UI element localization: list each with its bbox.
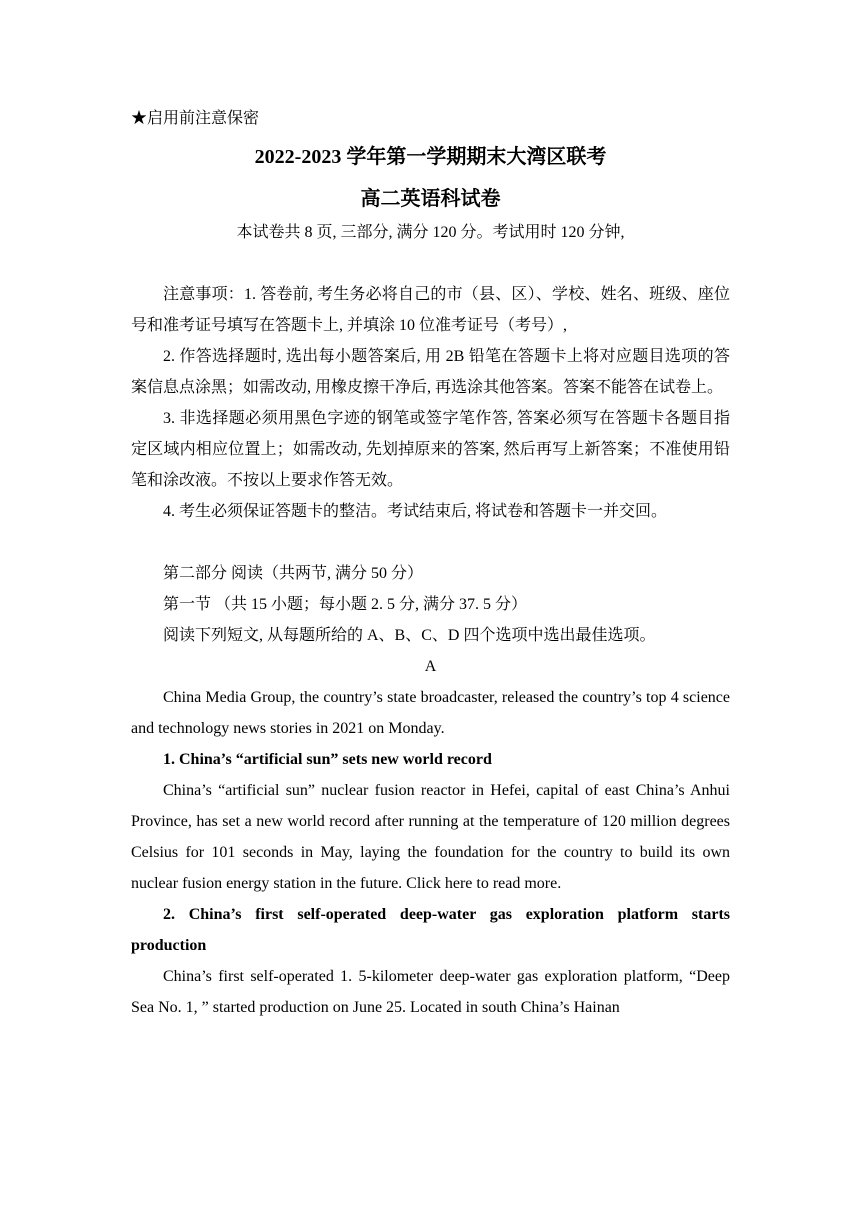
confidential-note: ★启用前注意保密 <box>131 110 260 127</box>
exam-title: 2022-2023 学年第一学期期末大湾区联考 <box>254 146 607 168</box>
spacer <box>131 248 730 279</box>
exam-info: 本试卷共 8 页, 三部分, 满分 120 分。考试用时 120 分钟, <box>236 224 625 241</box>
news-heading-2: 2. China’s first self-operated deep-water gas exploration platform starts production <box>131 906 730 954</box>
exam-subtitle: 高二英语科试卷 <box>360 188 501 210</box>
page-content <box>131 103 730 1023</box>
spacer <box>131 527 730 558</box>
instruction-item-3: 3. 非选择题必须用黑色字迹的钢笔或签字笔作答, 答案必须写在答题卡各题目指定区域内相应位置上；如需改动, 先划掉原来的答案, 然后再写上新答案；不准使用铅笔和涂改液。不按以上要求作答无效。 <box>131 410 730 489</box>
news-paragraph-1: China’s “artificial sun” nuclear fusion reactor in Hefei, capital of east China’s Anhui Province, has set a new world record after running at the temperature of 120 million degrees Celsius for 101 seconds in May, laying the foundation for the country to build its own nuclear fusion energy station in the future. Click here to read more. <box>131 782 730 892</box>
section-directions: 阅读下列短文, 从每题所给的 A、B、C、D 四个选项中选出最佳选项。 <box>163 627 656 644</box>
section-sub-title: 第一节 （共 15 小题；每小题 2. 5 分, 满分 37. 5 分） <box>163 596 528 613</box>
passage-label: A <box>424 658 437 675</box>
passage-intro: China Media Group, the country’s state broadcaster, released the country’s top 4 science and technology news stories in 2021 on Monday. <box>131 689 730 737</box>
instruction-item-1: 注意事项：1. 答卷前, 考生务必将自己的市（县、区）、学校、姓名、班级、座位号和准考证号填写在答题卡上, 并填涂 10 位准考证号（考号）, <box>131 286 730 334</box>
instruction-item-2: 2. 作答选择题时, 选出每小题答案后, 用 2B 铅笔在答题卡上将对应题目选项的答案信息点涂黑；如需改动, 用橡皮擦干净后, 再选涂其他答案。答案不能答在试卷上。 <box>131 348 730 396</box>
news-heading-1: 1. China’s “artificial sun” sets new world record <box>163 751 492 768</box>
instruction-item-4: 4. 考生必须保证答题卡的整洁。考试结束后, 将试卷和答题卡一并交回。 <box>163 503 668 520</box>
news-paragraph-2: China’s first self-operated 1. 5-kilometer deep-water gas exploration platform, “Deep Sea No. 1, ” started production on June 25. Located in south China’s Hainan <box>131 968 730 1016</box>
section-part-title: 第二部分 阅读（共两节, 满分 50 分） <box>163 565 424 582</box>
